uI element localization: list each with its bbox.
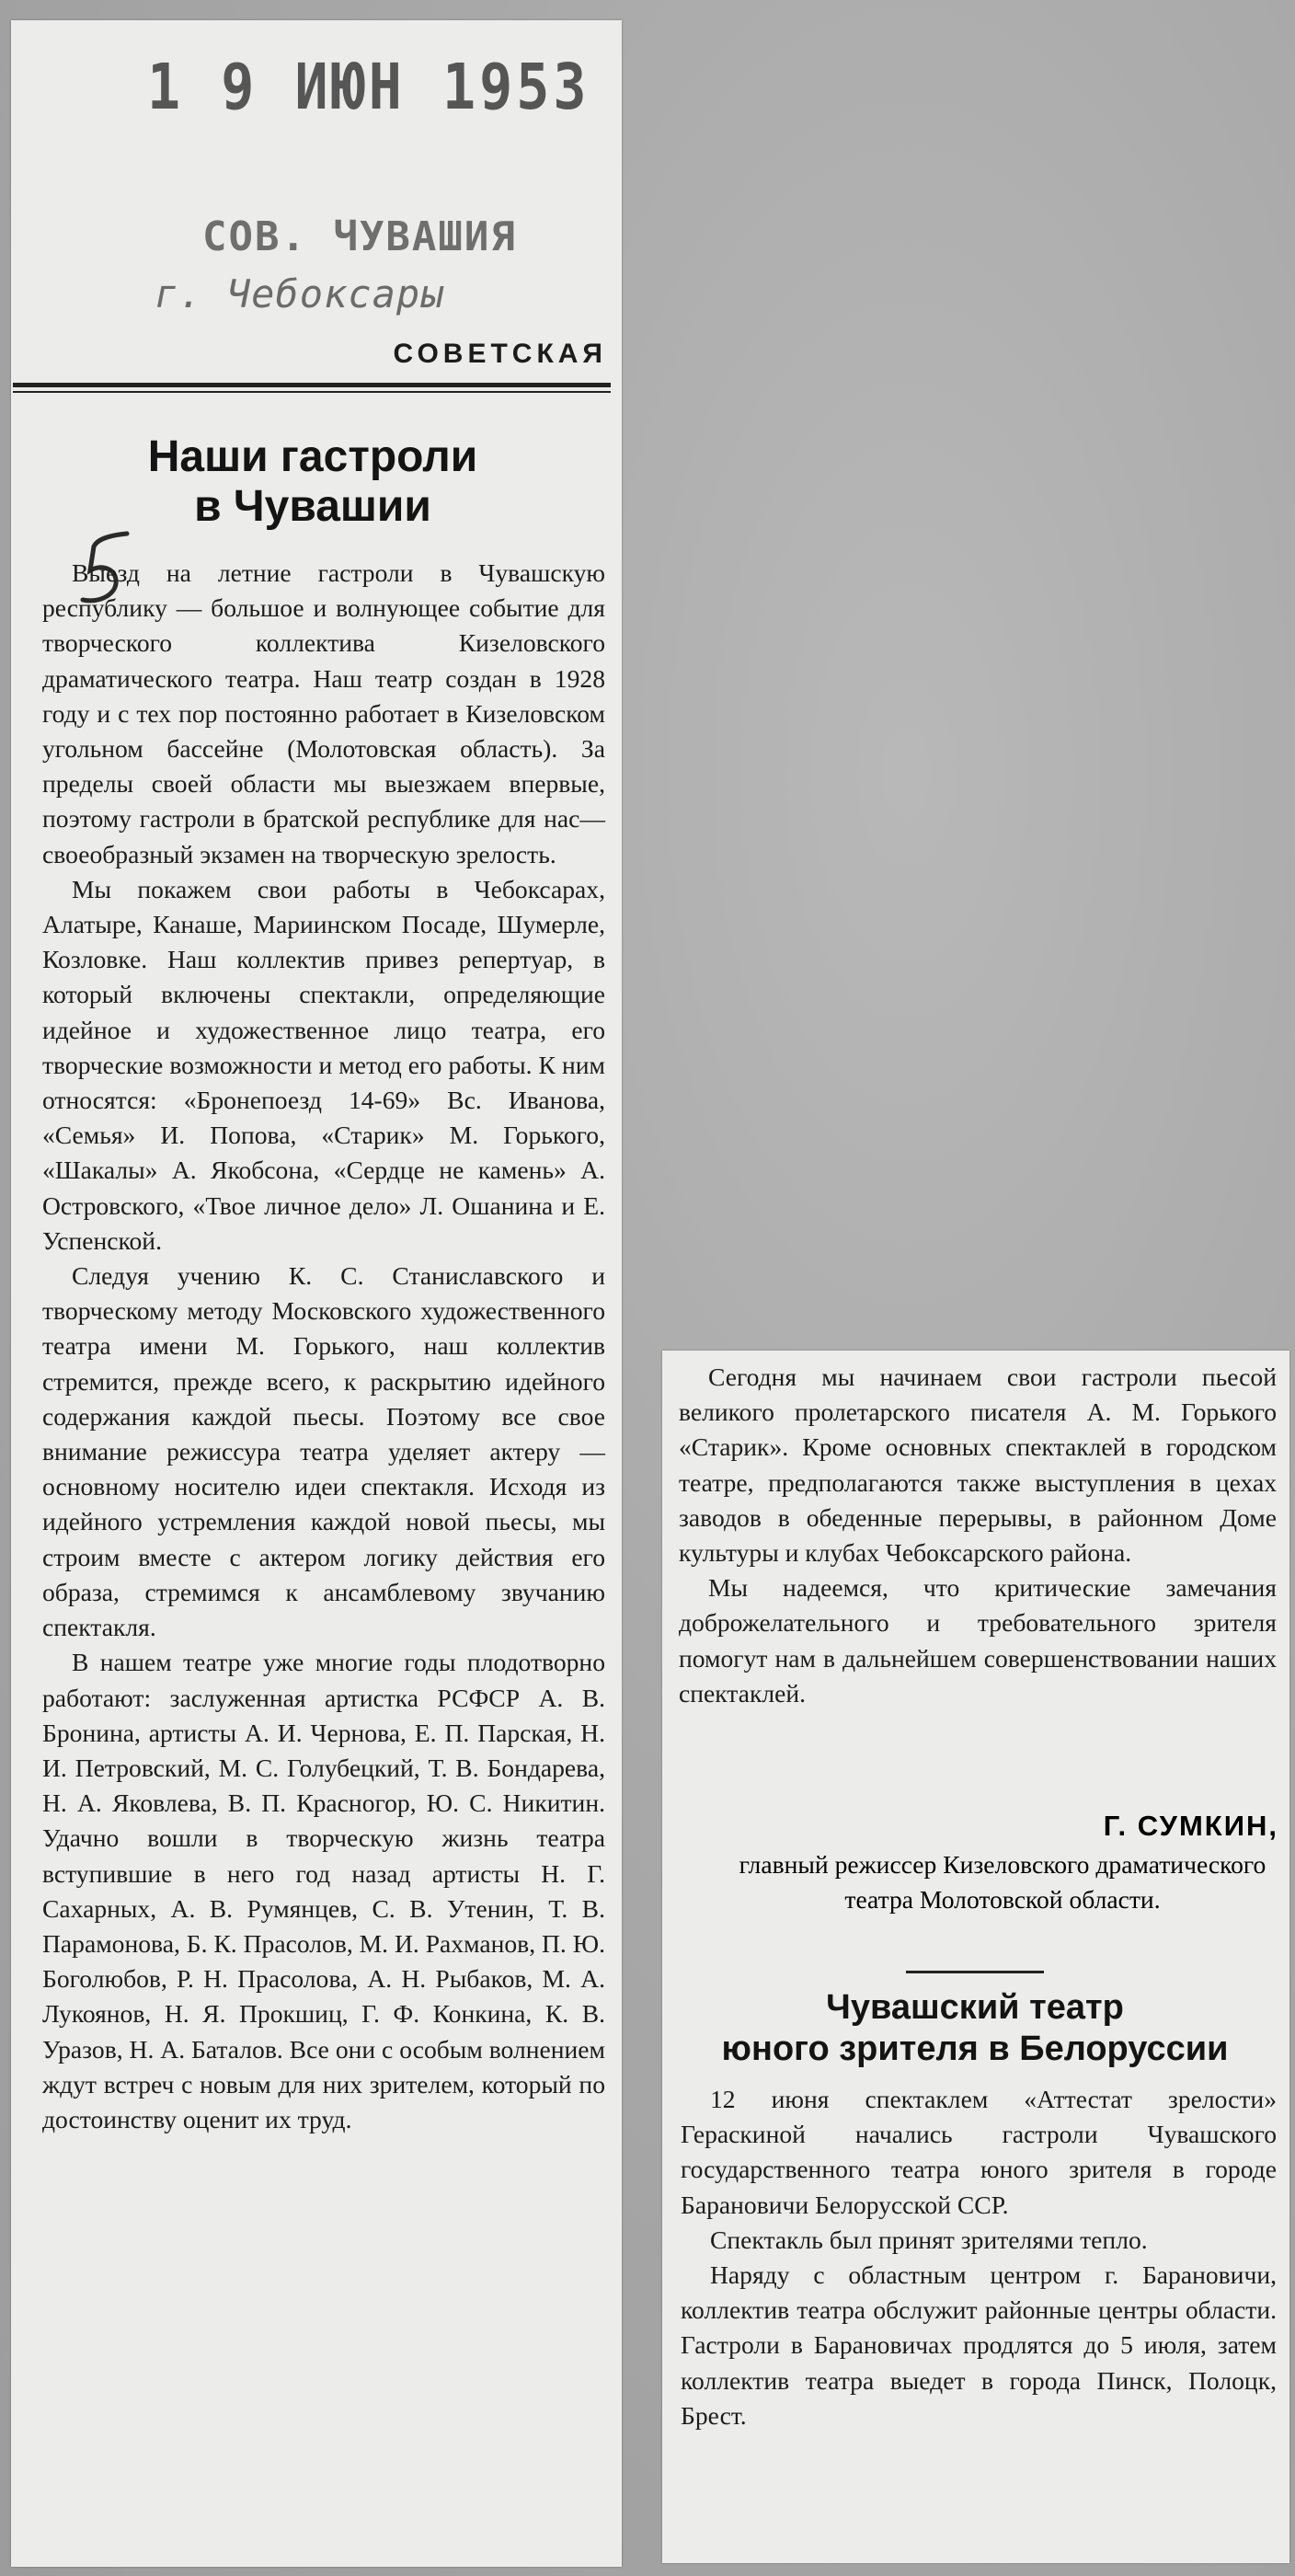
news-paragraph: Спектакль был принят зрителями тепло.: [710, 2225, 1148, 2254]
article-headline: [18, 432, 607, 532]
article-paragraph: Следуя учению К. С. Станиславского и творческому методу Московского художественного театра имени М. Горького, наш коллектив стремится, прежде всего, к раскрытию идейного содержания каждой пьесы. Поэтому все свое внимание режиссура театра уделяет актеру — основному носителю идеи спектакля. Исходя из идейного устремления каждой новой пьесы, мы строим вместе с актером логику действия его образа, стремимся к ансамблевому звучанию спектакля.: [42, 1261, 605, 1642]
article-paragraph: Выезд на летние гастроли в Чувашскую республику — большое и волнующее событие для творческого коллектива Кизеловского драматического театра. Наш театр создан в 1928 году и с тех пор постоянно работает в Кизеловском угольном бассейне (Молотовская область). За пределы своей области мы выезжаем впервые, поэтому гастроли в братской республике для нас—своеобразный экзамен на творческую зрелость.: [42, 558, 605, 868]
news-body: [681, 2082, 1277, 2433]
article-paragraph: Мы покажем свои работы в Чебоксарах, Алатыре, Канаше, Мариинском Посаде, Шумерле, Козловке. Наш коллектив привез репертуар, в который включены спектакли, определяющие идейное и художественное лицо театра, его творческие возможности и метод его работы. К ним относятся: «Бронепоезд 14-69» Вс. Иванова, «Семья» И. Попова, «Старик» М. Горького, «Шакалы» А. Якобсона, «Сердце не камень» А. Островского, «Твое личное дело» Л. Ошанина и Е. Успенской.: [42, 874, 605, 1255]
news-paragraph: 12 июня спектаклем «Аттестат зрелости» Гераскиной начались гастроли Чувашского государственного театра юного зрителя в городе Барановичи Белорусской ССР.: [681, 2085, 1277, 2219]
news-headline-line-2: юного зрителя в Белоруссии: [721, 2030, 1229, 2068]
article-paragraph: Сегодня мы начинаем свои гастроли пьесой великого пролетарского писателя А. М. Горького «Старик». Кроме основных спектаклей в городском театре, предполагаются также выступления в цехах заводов в обеденные перерывы, в районном Доме культуры и клубах Чебоксарского района.: [679, 1363, 1277, 1568]
organization-stamp: СОВ. ЧУВАШИЯ: [202, 213, 517, 260]
article-body-right-column: [679, 1360, 1277, 1711]
headline-line-2: в Чувашии: [194, 481, 431, 531]
author-signature: Г. СУМКИН,: [1103, 1810, 1278, 1842]
article-paragraph: Мы надеемся, что критические замечания доброжелательного и требовательного зрителя помогут нам в дальнейшем совершенствовании наших спектаклей.: [679, 1573, 1277, 1708]
masthead-rule-thick: [13, 383, 611, 387]
author-title: главный режиссер Кизеловского драматического театра Молотовской области.: [739, 1850, 1266, 1914]
news-headline-line-1: Чувашский театр: [826, 1988, 1124, 2027]
article-paragraph: В нашем театре уже многие годы плодотворно работают: заслуженная артистка РСФСР А. В. Бронина, артисты А. И. Чернова, Е. П. Парская, Н. И. Петровский, М. С. Голубецкий, Т. В. Бондарева, Н. А. Яковлева, В. П. Красногор, Ю. С. Никитин. Удачно вошли в творческую жизнь театра вступившие в него год назад артисты Н. Г. Сахарных, А. В. Румянцев, С. В. Утенин, Т. В. Парамонова, Б. К. Прасолов, М. И. Рахманов, П. Ю. Боголюбов, Р. Н. Прасолова, А. Н. Рыбаков, М. А. Лукоянов, Н. Я. Прокшиц, Г. Ф. Конкина, К. В. Уразов, Н. А. Баталов. Все они с особым волнением ждут встреч с новым для них зрителем, который по достоинству оценит их труд.: [42, 1648, 605, 2133]
date-stamp: 1 9 ИЮН 1953: [147, 50, 590, 125]
headline-line-1: Наши гастроли: [147, 432, 478, 481]
section-divider: [906, 1971, 1044, 1973]
news-paragraph: Наряду с областным центром г. Барановичи, коллектив театра обслужит районные центры области. Гастроли в Барановичах продлятся до 5 июля, затем коллектив театра выедет в города Пинск, Полоцк, Брест.: [681, 2260, 1277, 2430]
city-stamp: г. Чебоксары: [155, 271, 445, 316]
newspaper-masthead: СОВЕТСКАЯ: [393, 339, 607, 369]
news-headline: [671, 1987, 1278, 2070]
article-body-left-column: [42, 556, 605, 2137]
masthead-rule-thin: [13, 391, 611, 393]
